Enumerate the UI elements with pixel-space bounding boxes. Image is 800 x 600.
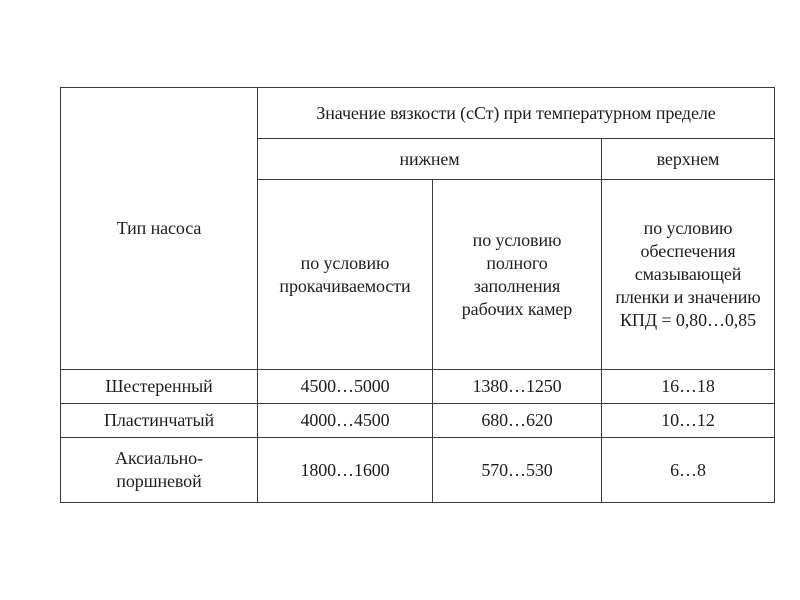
upper-limit-header: верхнем: [602, 139, 775, 180]
upper-value-cell: 6…8: [602, 438, 775, 503]
criterion-pumpability-text: по условию прокачиваемости: [279, 252, 411, 296]
upper-value-cell: 10…12: [602, 404, 775, 438]
table-row: [61, 370, 775, 404]
criterion-lubrication-text: по условию обеспечения смазывающей пленки и значению КПД = 0,80…0,85: [615, 218, 761, 330]
pumpability-value-cell: 4500…5000: [258, 370, 433, 404]
pump-name-cell: [61, 438, 258, 503]
filling-value-cell: 1380…1250: [433, 370, 602, 404]
criterion-filling-text: по условию полного заполнения рабочих камер: [461, 229, 573, 319]
viscosity-table: [60, 87, 775, 503]
criterion-lubrication-header: [602, 180, 775, 370]
criterion-filling-header: [433, 180, 602, 370]
filling-value-cell: 570…530: [433, 438, 602, 503]
pump-name-cell: Пластинчатый: [61, 404, 258, 438]
upper-value-cell: 16…18: [602, 370, 775, 404]
pumpability-value-cell: 1800…1600: [258, 438, 433, 503]
viscosity-title-header: Значение вязкости (сСт) при температурном пределе: [258, 88, 775, 139]
header-row-title: [61, 88, 775, 139]
pumpability-value-cell: 4000…4500: [258, 404, 433, 438]
table-row: [61, 438, 775, 503]
table-row: [61, 404, 775, 438]
pump-type-header: Тип насоса: [61, 88, 258, 370]
lower-limit-header: нижнем: [258, 139, 602, 180]
pump-name-cell: Шестеренный: [61, 370, 258, 404]
pump-name-text: Аксиально-поршневой: [115, 448, 203, 491]
filling-value-cell: 680…620: [433, 404, 602, 438]
criterion-pumpability-header: [258, 180, 433, 370]
